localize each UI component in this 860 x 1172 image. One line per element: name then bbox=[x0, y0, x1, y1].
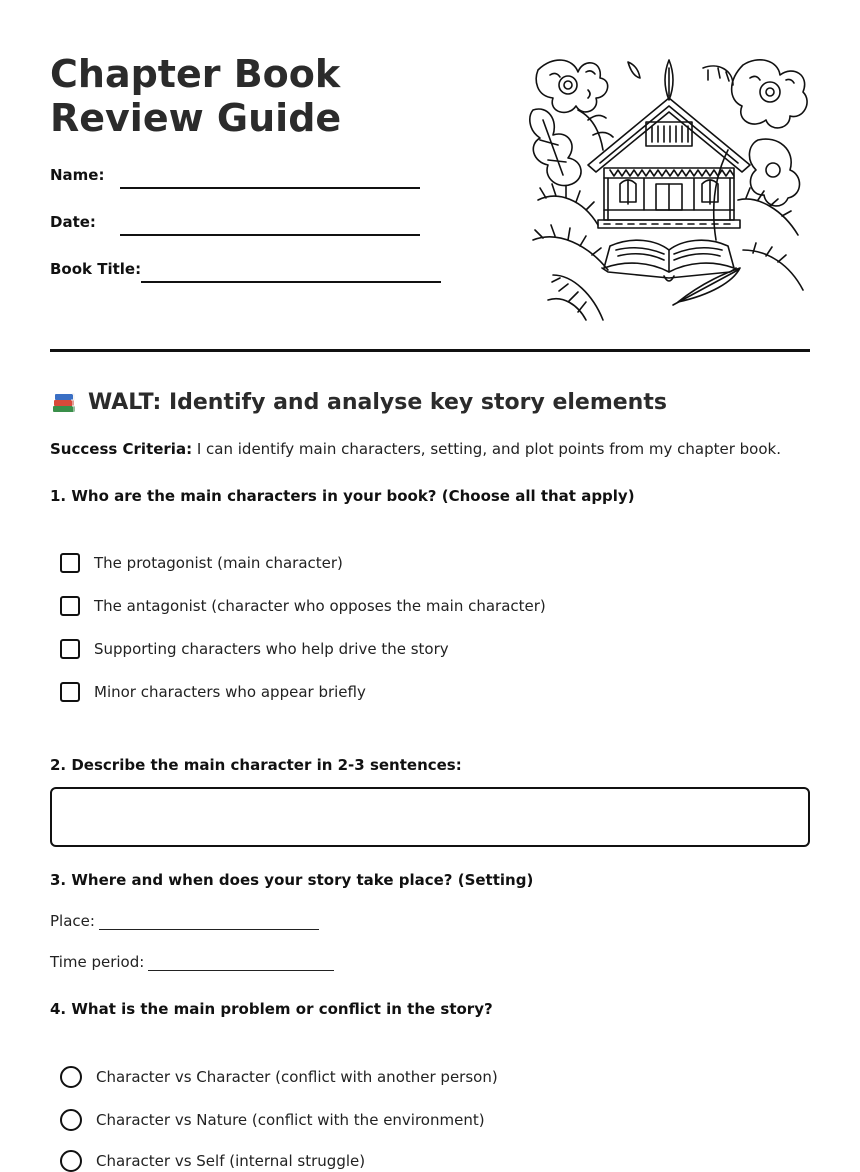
place-row bbox=[50, 912, 319, 930]
walt-heading bbox=[50, 388, 667, 416]
option-label: Minor characters who appear briefly bbox=[94, 683, 366, 701]
checkbox[interactable] bbox=[60, 682, 80, 702]
question-4: 4. What is the main problem or conflict in the story? bbox=[50, 1000, 493, 1018]
success-criteria-text: I can identify main characters, setting, and plot points from my chapter book. bbox=[192, 440, 781, 458]
option-4b[interactable] bbox=[60, 1109, 485, 1131]
books-icon bbox=[50, 388, 78, 416]
option-label: Supporting characters who help drive the story bbox=[94, 640, 449, 658]
name-label: Name: bbox=[50, 166, 105, 184]
option-label: The protagonist (main character) bbox=[94, 554, 343, 572]
radio-button[interactable] bbox=[60, 1150, 82, 1172]
option-4a[interactable] bbox=[60, 1066, 498, 1088]
option-label: The antagonist (character who opposes the main character) bbox=[94, 597, 546, 615]
question-2: 2. Describe the main character in 2-3 sentences: bbox=[50, 756, 462, 774]
section-divider bbox=[50, 349, 810, 352]
meeting-house-book-illustration bbox=[528, 50, 810, 325]
option-4c[interactable] bbox=[60, 1150, 365, 1172]
option-1b[interactable] bbox=[60, 596, 546, 616]
page-title: Chapter Book Review Guide bbox=[50, 52, 342, 140]
time-period-blank[interactable] bbox=[148, 956, 334, 971]
checkbox[interactable] bbox=[60, 639, 80, 659]
name-field[interactable] bbox=[120, 187, 420, 189]
time-period-label: Time period: bbox=[50, 953, 145, 971]
question-3: 3. Where and when does your story take place? (Setting) bbox=[50, 871, 534, 889]
radio-button[interactable] bbox=[60, 1066, 82, 1088]
option-1a[interactable] bbox=[60, 553, 343, 573]
option-label: Character vs Nature (conflict with the environment) bbox=[96, 1111, 485, 1129]
book-title-field[interactable] bbox=[141, 281, 441, 283]
walt-text: WALT: Identify and analyse key story elements bbox=[88, 389, 667, 415]
success-criteria bbox=[50, 440, 781, 458]
place-label: Place: bbox=[50, 912, 95, 930]
date-field[interactable] bbox=[120, 234, 420, 236]
time-period-row bbox=[50, 953, 334, 971]
question-1: 1. Who are the main characters in your book? (Choose all that apply) bbox=[50, 487, 635, 505]
radio-button[interactable] bbox=[60, 1109, 82, 1131]
checkbox[interactable] bbox=[60, 596, 80, 616]
character-description-textbox[interactable] bbox=[50, 787, 810, 847]
checkbox[interactable] bbox=[60, 553, 80, 573]
option-label: Character vs Self (internal struggle) bbox=[96, 1152, 366, 1170]
date-label: Date: bbox=[50, 213, 96, 231]
success-criteria-label: Success Criteria: bbox=[50, 440, 193, 458]
option-1d[interactable] bbox=[60, 682, 366, 702]
option-1c[interactable] bbox=[60, 639, 449, 659]
place-blank[interactable] bbox=[99, 915, 319, 930]
book-title-label: Book Title: bbox=[50, 260, 142, 278]
option-label: Character vs Character (conflict with another person) bbox=[96, 1068, 498, 1086]
